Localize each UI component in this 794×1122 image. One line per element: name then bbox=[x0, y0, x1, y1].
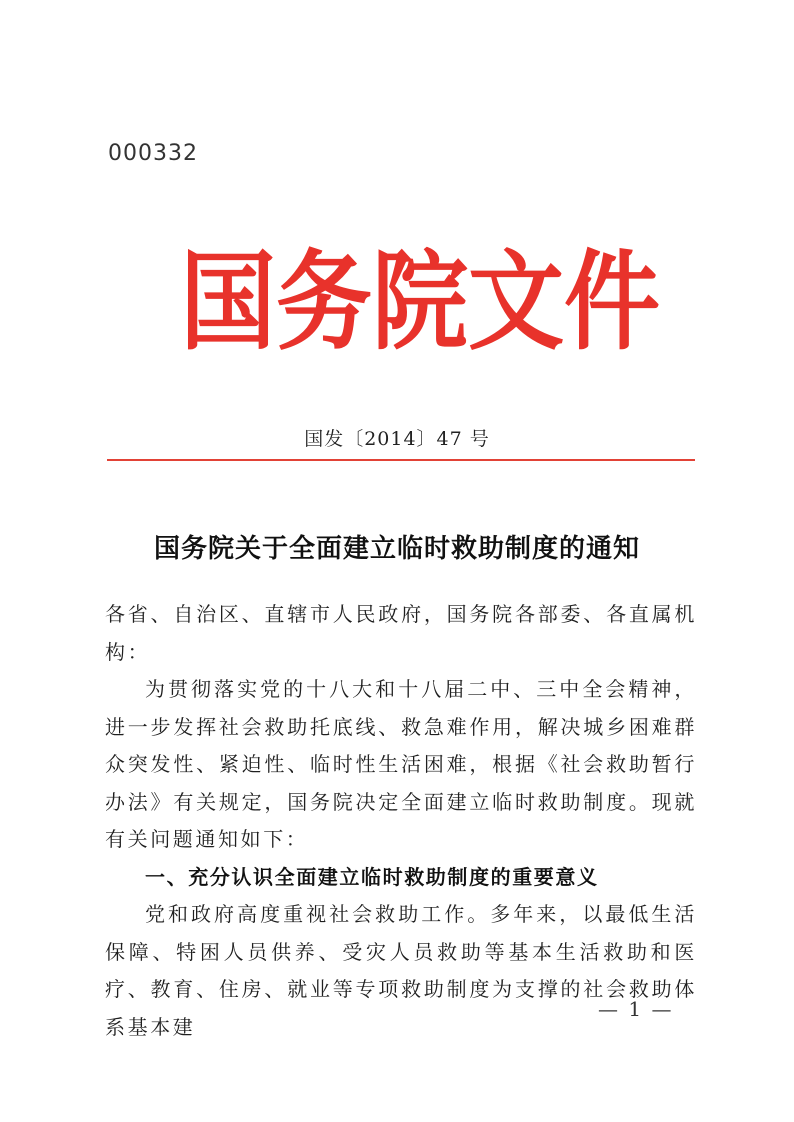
red-separator-line bbox=[107, 459, 695, 461]
masthead-title bbox=[180, 239, 660, 365]
document-serial-number: 000332 bbox=[108, 141, 198, 166]
section-heading: 一、充分认识全面建立临时救助制度的重要意义 bbox=[145, 864, 599, 889]
document-body bbox=[105, 596, 697, 1046]
masthead-char-5: 件 bbox=[564, 239, 660, 365]
document-title: 国务院关于全面建立临时救助制度的通知 bbox=[153, 534, 640, 564]
page-number: — 1 — bbox=[598, 997, 674, 1021]
addressee-line: 各省、自治区、直辖市人民政府，国务院各部委、各直属机构： bbox=[105, 602, 697, 664]
intro-paragraph: 为贯彻落实党的十八大和十八届二中、三中全会精神，进一步发挥社会救助托底线、救急难作用，解决城乡困难群众突发性、紧迫性、临时性生活困难，根据《社会救助暂行办法》有关规定，国务院决定全面建立临时救助制度。现就有关问题通知如下： bbox=[105, 677, 697, 851]
masthead-char-2: 务 bbox=[276, 239, 372, 365]
document-number: 国发〔2014〕47 号 bbox=[304, 428, 490, 450]
masthead-char-1: 国 bbox=[180, 239, 276, 365]
masthead-char-3: 院 bbox=[372, 239, 468, 365]
masthead-char-4: 文 bbox=[468, 239, 564, 365]
section-paragraph: 党和政府高度重视社会救助工作。多年来，以最低生活保障、特困人员供养、受灾人员救助等基本生活救助和医疗、教育、住房、就业等专项救助制度为支撑的社会救助体系基本建 bbox=[105, 902, 697, 1039]
